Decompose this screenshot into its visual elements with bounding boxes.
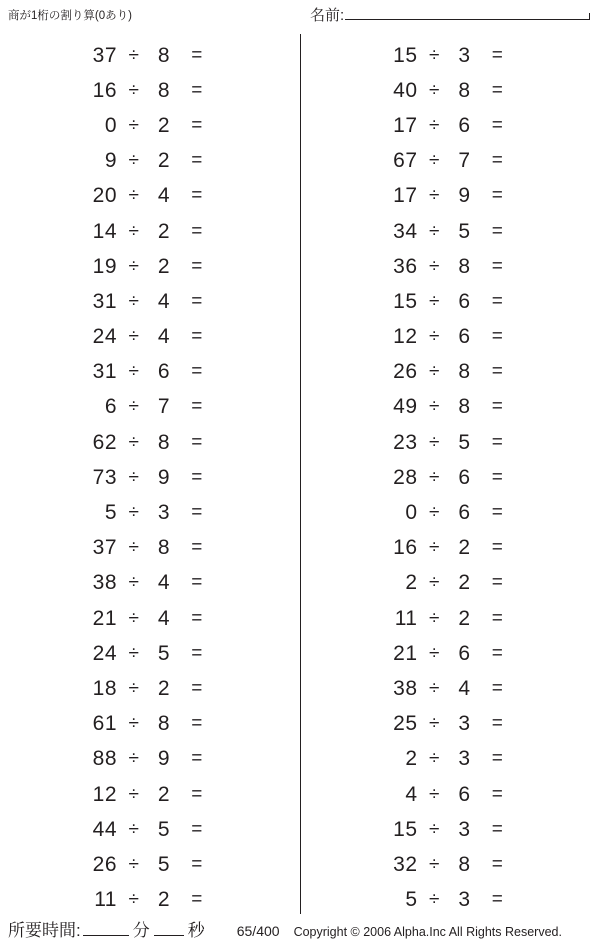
divisor: 6 [458,782,471,806]
divisor: 3 [458,43,471,67]
equals-sign: = [491,431,504,453]
dividend: 16 [393,536,418,560]
problem-row [0,847,300,882]
equals-sign: = [491,607,504,629]
equals-sign: = [191,502,203,524]
division-operator: ÷ [429,255,440,277]
problem-row [0,320,300,355]
dividend: 38 [92,571,117,595]
dividend: 12 [393,325,418,349]
problem-row [301,355,600,390]
division-operator: ÷ [128,150,140,172]
divisor: 3 [458,817,471,841]
divisor: 2 [157,113,171,137]
divisor: 8 [458,360,471,384]
equals-sign: = [191,326,203,348]
divisor: 4 [157,571,171,595]
problem-row [0,249,300,284]
worksheet-footer [0,916,600,946]
divisor: 2 [157,254,171,278]
dividend: 21 [92,606,117,630]
division-operator: ÷ [128,114,140,136]
division-operator: ÷ [128,361,140,383]
dividend: 19 [92,254,117,278]
problem-row [0,355,300,390]
problem-row [301,566,600,601]
problem-row [301,390,600,425]
divisor: 4 [458,676,471,700]
division-operator: ÷ [429,220,440,242]
equals-sign: = [491,889,504,911]
equals-sign: = [491,114,504,136]
equals-sign: = [491,853,504,875]
equals-sign: = [491,361,504,383]
equals-sign: = [491,220,504,242]
dividend: 23 [393,430,418,454]
problem-row [0,108,300,143]
divisor: 6 [458,501,471,525]
name-area [310,4,590,25]
division-operator: ÷ [429,853,440,875]
divisor: 8 [458,254,471,278]
division-operator: ÷ [429,783,440,805]
problem-column-right [300,34,600,914]
divisor: 5 [157,817,171,841]
problem-row [0,179,300,214]
divisor: 7 [157,395,171,419]
dividend: 26 [92,852,117,876]
equals-sign: = [191,889,203,911]
division-operator: ÷ [128,502,140,524]
problem-row [0,671,300,706]
division-operator: ÷ [429,361,440,383]
divisor: 2 [458,536,471,560]
dividend: 34 [393,219,418,243]
division-operator: ÷ [429,79,440,101]
problem-row [301,707,600,742]
divisor: 8 [458,78,471,102]
division-operator: ÷ [128,607,140,629]
divisor: 5 [157,852,171,876]
equals-sign: = [491,44,504,66]
equals-sign: = [491,79,504,101]
problem-row [0,707,300,742]
division-operator: ÷ [128,44,140,66]
division-operator: ÷ [429,677,440,699]
equals-sign: = [191,642,203,664]
equals-sign: = [491,642,504,664]
division-operator: ÷ [128,220,140,242]
division-operator: ÷ [429,466,440,488]
division-operator: ÷ [128,326,140,348]
problem-row [301,883,600,918]
equals-sign: = [191,79,203,101]
dividend: 31 [92,360,117,384]
dividend: 2 [405,747,418,771]
problem-row [0,636,300,671]
problem-row [301,425,600,460]
divisor: 8 [157,712,171,736]
divisor: 6 [458,641,471,665]
dividend: 24 [92,325,117,349]
dividend: 17 [393,113,418,137]
divisor: 4 [157,606,171,630]
divisor: 4 [157,184,171,208]
divisor: 8 [157,78,171,102]
equals-sign: = [491,748,504,770]
problem-row [0,777,300,812]
division-operator: ÷ [128,783,140,805]
division-operator: ÷ [128,853,140,875]
problem-row [301,320,600,355]
problem-row [301,73,600,108]
divisor: 2 [157,149,171,173]
page-title: 商が1桁の割り算(0あり) [8,10,132,22]
seconds-unit-label: 秒 [187,921,205,940]
division-operator: ÷ [128,537,140,559]
dividend: 61 [92,712,117,736]
problem-row [301,495,600,530]
equals-sign: = [191,255,203,277]
problem-row [301,742,600,777]
dividend: 0 [104,113,117,137]
problem-row [301,284,600,319]
division-operator: ÷ [429,396,440,418]
divisor: 2 [157,676,171,700]
division-operator: ÷ [128,748,140,770]
equals-sign: = [191,431,203,453]
equals-sign: = [191,150,203,172]
dividend: 49 [393,395,418,419]
division-operator: ÷ [429,44,440,66]
divisor: 6 [458,325,471,349]
divisor: 4 [157,289,171,313]
divisor: 2 [458,571,471,595]
page-number: 65/400 [236,923,280,939]
dividend: 36 [393,254,418,278]
minutes-input[interactable] [83,918,129,936]
name-label: 名前: [310,7,345,24]
problem-columns [0,34,600,914]
dividend: 15 [393,289,418,313]
problem-row [0,73,300,108]
divisor: 2 [157,782,171,806]
equals-sign: = [491,326,504,348]
problem-row [0,883,300,918]
division-operator: ÷ [429,326,440,348]
division-operator: ÷ [128,79,140,101]
division-operator: ÷ [429,290,440,312]
equals-sign: = [191,607,203,629]
divisor: 6 [458,465,471,489]
equals-sign: = [491,502,504,524]
divisor: 3 [458,712,471,736]
divisor: 5 [458,430,471,454]
seconds-input[interactable] [154,918,184,936]
equals-sign: = [191,361,203,383]
division-operator: ÷ [128,713,140,735]
dividend: 4 [405,782,418,806]
problem-row [301,847,600,882]
equals-sign: = [491,255,504,277]
division-operator: ÷ [128,431,140,453]
divisor: 3 [458,747,471,771]
problem-row [0,531,300,566]
dividend: 15 [393,43,418,67]
division-operator: ÷ [429,748,440,770]
problem-row [0,601,300,636]
divisor: 9 [157,465,171,489]
division-operator: ÷ [128,642,140,664]
divisor: 8 [157,430,171,454]
dividend: 28 [393,465,418,489]
division-operator: ÷ [128,889,140,911]
divisor: 3 [458,888,471,912]
problem-row [301,460,600,495]
division-operator: ÷ [429,713,440,735]
dividend: 17 [393,184,418,208]
dividend: 62 [92,430,117,454]
equals-sign: = [491,713,504,735]
divisor: 2 [157,219,171,243]
dividend: 5 [405,888,418,912]
problem-row [0,742,300,777]
equals-sign: = [491,290,504,312]
problem-row [0,390,300,425]
division-operator: ÷ [429,185,440,207]
divisor: 6 [458,289,471,313]
dividend: 18 [92,676,117,700]
division-operator: ÷ [429,502,440,524]
divisor: 3 [157,501,171,525]
equals-sign: = [191,114,203,136]
equals-sign: = [191,220,203,242]
divisor: 8 [157,536,171,560]
problem-row [0,495,300,530]
dividend: 6 [104,395,117,419]
equals-sign: = [191,677,203,699]
division-operator: ÷ [128,290,140,312]
name-input-line[interactable] [345,4,590,20]
problem-row [0,460,300,495]
problem-row [0,566,300,601]
problem-row [301,249,600,284]
problem-row [301,144,600,179]
equals-sign: = [491,185,504,207]
division-operator: ÷ [429,431,440,453]
divisor: 5 [157,641,171,665]
problem-row [301,812,600,847]
dividend: 12 [92,782,117,806]
copyright-notice: Copyright © 2006 Alpha.Inc All Rights Reserved. [293,925,562,939]
dividend: 2 [405,571,418,595]
divisor: 7 [458,149,471,173]
dividend: 73 [92,465,117,489]
dividend: 21 [393,641,418,665]
problem-row [301,601,600,636]
equals-sign: = [191,853,203,875]
division-operator: ÷ [128,677,140,699]
division-operator: ÷ [128,185,140,207]
equals-sign: = [491,396,504,418]
dividend: 24 [92,641,117,665]
divisor: 2 [458,606,471,630]
dividend: 0 [405,501,418,525]
dividend: 32 [393,852,418,876]
equals-sign: = [491,818,504,840]
dividend: 37 [92,536,117,560]
problem-row [0,144,300,179]
problem-row [0,38,300,73]
equals-sign: = [191,396,203,418]
equals-sign: = [191,783,203,805]
dividend: 38 [393,676,418,700]
division-operator: ÷ [429,150,440,172]
problem-row [0,214,300,249]
equals-sign: = [191,818,203,840]
dividend: 26 [393,360,418,384]
divisor: 8 [458,395,471,419]
problem-row [0,812,300,847]
divisor: 8 [458,852,471,876]
equals-sign: = [191,748,203,770]
division-operator: ÷ [429,537,440,559]
equals-sign: = [191,713,203,735]
division-operator: ÷ [128,396,140,418]
divisor: 6 [157,360,171,384]
division-operator: ÷ [429,572,440,594]
division-operator: ÷ [128,466,140,488]
dividend: 88 [92,747,117,771]
problem-row [0,425,300,460]
equals-sign: = [491,537,504,559]
equals-sign: = [491,150,504,172]
division-operator: ÷ [429,889,440,911]
division-operator: ÷ [128,818,140,840]
time-label: 所要時間: [8,921,81,940]
problem-row [301,636,600,671]
equals-sign: = [191,537,203,559]
dividend: 20 [92,184,117,208]
dividend: 14 [92,219,117,243]
dividend: 67 [393,149,418,173]
dividend: 37 [92,43,117,67]
problem-row [301,214,600,249]
problem-row [301,671,600,706]
equals-sign: = [191,572,203,594]
equals-sign: = [191,466,203,488]
divisor: 4 [157,325,171,349]
division-operator: ÷ [128,572,140,594]
problem-row [0,284,300,319]
equals-sign: = [491,572,504,594]
dividend: 15 [393,817,418,841]
division-operator: ÷ [429,114,440,136]
equals-sign: = [491,466,504,488]
problem-column-left [0,34,300,914]
problem-row [301,108,600,143]
equals-sign: = [191,44,203,66]
problem-row [301,531,600,566]
dividend: 31 [92,289,117,313]
dividend: 5 [104,501,117,525]
dividend: 9 [104,149,117,173]
divisor: 8 [157,43,171,67]
equals-sign: = [491,783,504,805]
equals-sign: = [191,290,203,312]
dividend: 25 [393,712,418,736]
division-operator: ÷ [429,818,440,840]
dividend: 40 [393,78,418,102]
problem-row [301,179,600,214]
divisor: 5 [458,219,471,243]
worksheet-header [0,0,600,32]
divisor: 9 [157,747,171,771]
division-operator: ÷ [128,255,140,277]
problem-row [301,38,600,73]
divisor: 2 [157,888,171,912]
minutes-unit-label: 分 [132,921,150,940]
dividend: 44 [92,817,117,841]
dividend: 11 [394,606,418,630]
dividend: 11 [94,888,117,912]
problem-row [301,777,600,812]
dividend: 16 [92,78,117,102]
divisor: 6 [458,113,471,137]
division-operator: ÷ [429,607,440,629]
equals-sign: = [191,185,203,207]
division-operator: ÷ [429,642,440,664]
divisor: 9 [458,184,471,208]
equals-sign: = [491,677,504,699]
